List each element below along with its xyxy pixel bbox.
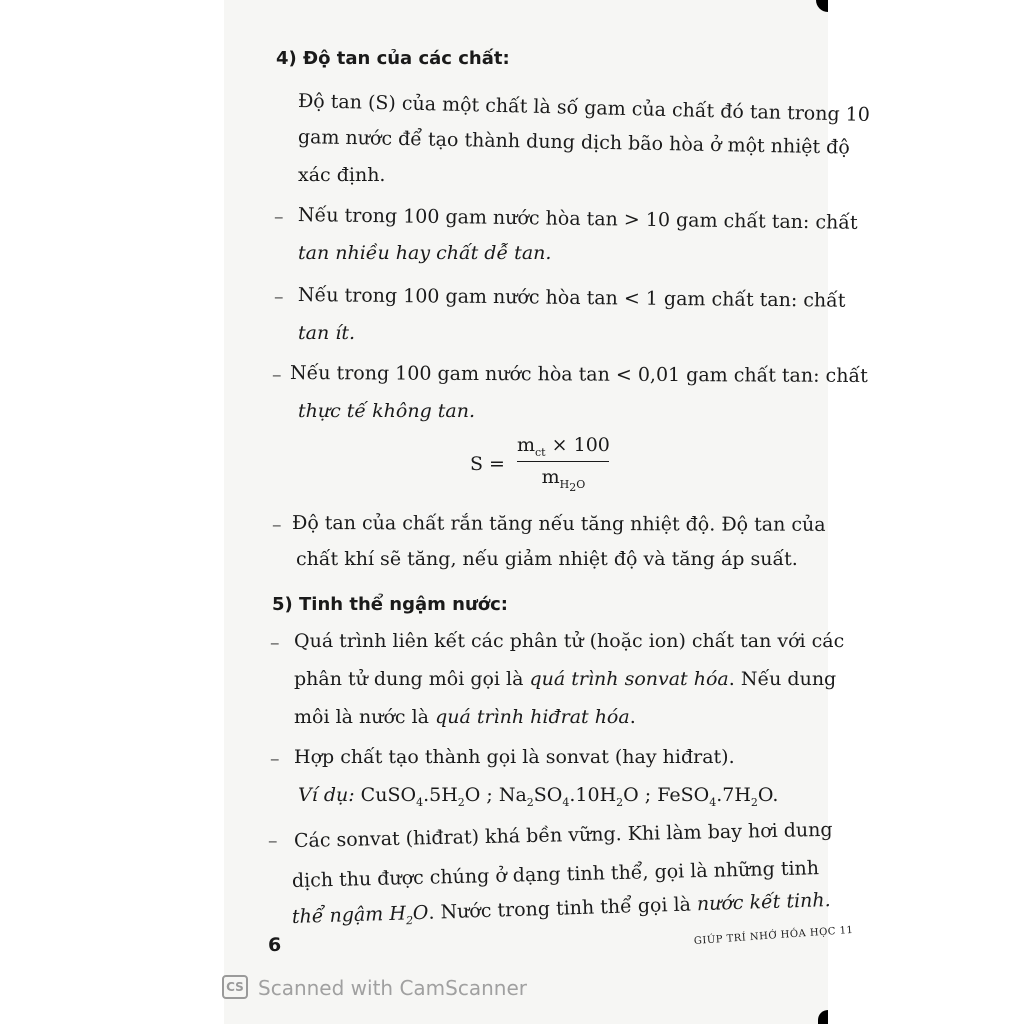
bullet-line: Các sonvat (hiđrat) khá bền vững. Khi làm bay hơi dung bbox=[293, 818, 833, 852]
bullet-line: Nếu trong 100 gam nước hòa tan < 0,01 gam chất tan: chất bbox=[289, 362, 868, 388]
bullet-dash: – bbox=[270, 748, 280, 770]
bullet-line: dịch thu được chúng ở dạng tinh thể, gọi là những tinh bbox=[291, 857, 820, 892]
book-title-footer: GIÚP TRÍ NHỚ HÓA HỌC 11 bbox=[693, 924, 854, 947]
bullet-dash: – bbox=[274, 206, 284, 228]
formula-denominator: $m_{H_2O}$ bbox=[541, 465, 586, 494]
formula-numerator: $m_{ct} \times 100$ bbox=[516, 434, 610, 459]
formula-fraction bbox=[515, 434, 612, 494]
example-line: Ví dụ: $CuSO_4.5H_2O$ ; $Na_2SO_4.10H_2O$ ; $FeSO_4.7H_2O$. bbox=[298, 784, 779, 809]
paragraph-line: xác định. bbox=[298, 164, 386, 186]
page-number: 6 bbox=[268, 934, 282, 956]
camscanner-logo-icon: CS bbox=[222, 975, 248, 999]
bullet-dash: – bbox=[272, 514, 282, 536]
bullet-line: thể ngậm $H_2O$. Nước trong tinh thể gọi là nước kết tinh. bbox=[291, 889, 831, 928]
bullet-dash: – bbox=[270, 632, 280, 654]
section-4-heading: 4) Độ tan của các chất: bbox=[276, 48, 510, 69]
bullet-dash: – bbox=[274, 286, 284, 308]
bullet-line: phân tử dung môi gọi là quá trình sonvat hóa. Nếu dung bbox=[294, 668, 837, 690]
bullet-line: Độ tan của chất rắn tăng nếu tăng nhiệt độ. Độ tan của bbox=[291, 512, 826, 536]
camscanner-watermark: Scanned with CamScanner bbox=[258, 976, 527, 1000]
bullet-line: chất khí sẽ tăng, nếu giảm nhiệt độ và tăng áp suất. bbox=[296, 548, 798, 570]
bullet-line: Nếu trong 100 gam nước hòa tan < 1 gam chất tan: chất bbox=[297, 284, 846, 312]
bullet-line: Hợp chất tạo thành gọi là sonvat (hay hiđrat). bbox=[294, 746, 735, 768]
bullet-line: tan ít. bbox=[298, 322, 355, 344]
bullet-line: Quá trình liên kết các phân tử (hoặc ion) chất tan với các bbox=[294, 630, 845, 652]
bullet-line: môi là nước là quá trình hiđrat hóa. bbox=[294, 706, 636, 728]
formula-lhs: S = bbox=[470, 453, 505, 475]
bullet-dash: – bbox=[272, 364, 282, 386]
bullet-dash: – bbox=[268, 830, 278, 852]
paragraph-line: Độ tan (S) của một chất là số gam của chất đó tan trong 10 bbox=[297, 90, 871, 126]
solubility-formula bbox=[470, 436, 612, 492]
bullet-line: thực tế không tan. bbox=[298, 400, 476, 422]
bullet-line: Nếu trong 100 gam nước hòa tan > 10 gam chất tan: chất bbox=[297, 204, 858, 234]
section-5-heading: 5) Tinh thể ngậm nước: bbox=[272, 594, 508, 615]
bullet-line: tan nhiều hay chất dễ tan. bbox=[298, 242, 552, 264]
paragraph-line: gam nước để tạo thành dung dịch bão hòa ở một nhiệt độ bbox=[297, 126, 850, 159]
